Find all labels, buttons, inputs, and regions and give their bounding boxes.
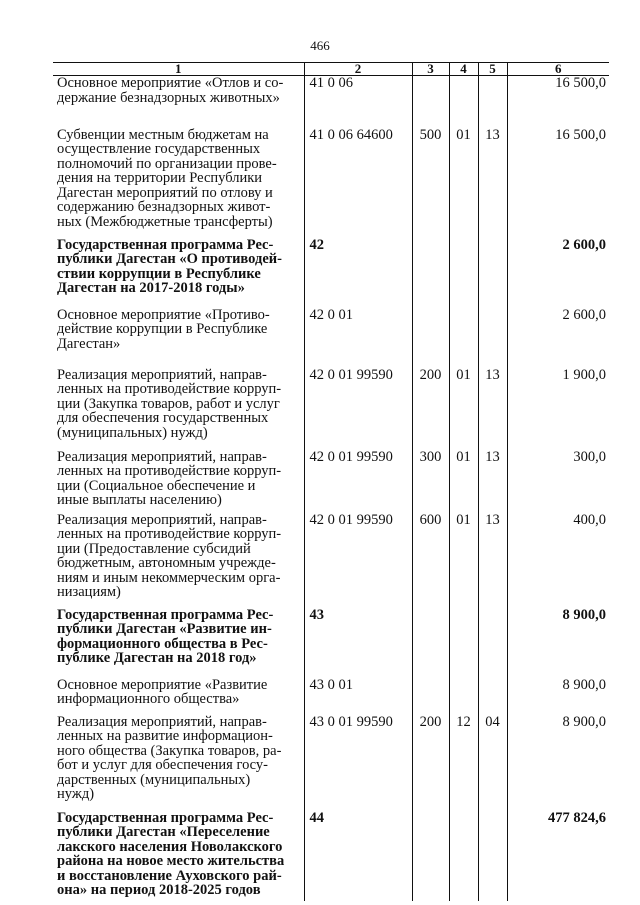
description-line: ных (Межбюджетные трансферты) xyxy=(57,214,273,231)
table-row xyxy=(53,308,609,368)
expense-type-cell: 600 xyxy=(412,513,449,608)
program-code-cell: 41 0 06 64600 xyxy=(304,128,412,238)
program-code-cell: 43 xyxy=(304,608,412,678)
description-line: района на новое место жительства xyxy=(57,853,285,870)
program-code-cell: 44 xyxy=(304,811,412,901)
expense-type-cell: 200 xyxy=(412,368,449,450)
section-cell xyxy=(449,678,478,715)
description-line: Реализация мероприятий, направ- xyxy=(57,511,267,528)
section-cell: 01 xyxy=(449,368,478,450)
expense-type-cell xyxy=(412,678,449,715)
amount-cell: 8 900,0 xyxy=(507,678,609,715)
amount-cell: 8 900,0 xyxy=(507,715,609,811)
description-line: Реализация мероприятий, направ- xyxy=(57,366,267,383)
program-code-cell: 42 0 01 99590 xyxy=(304,368,412,450)
description-line: держание безнадзорных животных» xyxy=(57,89,280,106)
description-line: полномочий по организации прове- xyxy=(57,155,277,172)
description-line: лакского населения Новолакского xyxy=(57,838,283,855)
program-code-cell: 42 0 01 99590 xyxy=(304,450,412,513)
section-cell: 01 xyxy=(449,128,478,238)
amount-cell: 300,0 xyxy=(507,450,609,513)
description-line: формационного общества в Рес- xyxy=(57,635,268,652)
description-line: Дагестан на 2017-2018 годы» xyxy=(57,280,245,297)
section-cell: 12 xyxy=(449,715,478,811)
amount-cell: 8 900,0 xyxy=(507,608,609,678)
expense-type-cell xyxy=(412,811,449,901)
section-cell xyxy=(449,811,478,901)
row-description xyxy=(53,450,304,513)
subsection-cell xyxy=(478,608,507,678)
description-line: ленных на противодействие корруп- xyxy=(57,463,282,480)
row-description xyxy=(53,608,304,678)
description-line: она» на период 2018-2025 годов xyxy=(57,882,261,899)
description-line: низациям) xyxy=(57,584,121,601)
description-line: ного общества (Закупка товаров, ра- xyxy=(57,742,282,759)
amount-cell: 477 824,6 xyxy=(507,811,609,901)
subsection-cell xyxy=(478,76,507,128)
description-line: (муниципальных) нужд) xyxy=(57,424,208,441)
expense-type-cell xyxy=(412,238,449,308)
description-line: и восстановление Ауховского рай- xyxy=(57,867,282,884)
description-line: дения на территории Республики xyxy=(57,170,263,187)
description-line: Государственная программа Рес- xyxy=(57,606,274,623)
table-row xyxy=(53,238,609,308)
description-line: информационного общества» xyxy=(57,691,240,708)
program-code-cell: 42 xyxy=(304,238,412,308)
row-description xyxy=(53,678,304,715)
subsection-cell xyxy=(478,811,507,901)
row-description xyxy=(53,715,304,811)
row-description xyxy=(53,238,304,308)
column-header-6: 6 xyxy=(507,63,609,76)
description-line: публики Дагестан «Переселение xyxy=(57,824,270,841)
section-cell xyxy=(449,608,478,678)
description-line: ствии коррупции в Республике xyxy=(57,265,261,282)
description-line: содержанию безнадзорных живот- xyxy=(57,199,271,216)
column-header-2: 2 xyxy=(304,63,412,76)
description-line: ции (Предоставление субсидий xyxy=(57,540,251,557)
description-line: для обеспечения государственных xyxy=(57,410,269,427)
amount-cell: 400,0 xyxy=(507,513,609,608)
row-description xyxy=(53,76,304,128)
section-cell xyxy=(449,76,478,128)
description-line: ниям и иным некоммерческим орга- xyxy=(57,569,281,586)
row-description xyxy=(53,308,304,368)
amount-cell: 16 500,0 xyxy=(507,128,609,238)
description-line: Дагестан мероприятий по отлову и xyxy=(57,184,273,201)
expense-type-cell xyxy=(412,308,449,368)
expense-type-cell: 300 xyxy=(412,450,449,513)
subsection-cell: 13 xyxy=(478,513,507,608)
amount-cell: 2 600,0 xyxy=(507,308,609,368)
section-cell xyxy=(449,238,478,308)
description-line: ленных на развитие информацион- xyxy=(57,728,273,745)
description-line: ленных на противодействие корруп- xyxy=(57,526,282,543)
subsection-cell: 13 xyxy=(478,450,507,513)
description-line: Государственная программа Рес- xyxy=(57,236,274,253)
table-row xyxy=(53,715,609,811)
description-line: бюджетным, автономным учрежде- xyxy=(57,555,276,572)
amount-cell: 16 500,0 xyxy=(507,76,609,128)
table-row xyxy=(53,76,609,128)
description-line: Государственная программа Рес- xyxy=(57,809,274,826)
subsection-cell: 13 xyxy=(478,368,507,450)
row-description xyxy=(53,368,304,450)
program-code-cell: 41 0 06 xyxy=(304,76,412,128)
program-code-cell: 42 0 01 99590 xyxy=(304,513,412,608)
description-line: Дагестан» xyxy=(57,335,121,352)
description-line: Основное мероприятие «Развитие xyxy=(57,676,268,693)
row-description xyxy=(53,513,304,608)
row-description xyxy=(53,811,304,901)
description-line: бот и услуг для обеспечения госу- xyxy=(57,757,269,774)
description-line: публики Дагестан «Развитие ин- xyxy=(57,621,272,638)
table-row xyxy=(53,368,609,450)
amount-cell: 1 900,0 xyxy=(507,368,609,450)
budget-table xyxy=(53,62,609,901)
page-number: 466 xyxy=(310,38,330,53)
table-body xyxy=(53,76,609,901)
section-cell: 01 xyxy=(449,450,478,513)
description-line: Реализация мероприятий, направ- xyxy=(57,448,267,465)
table-row xyxy=(53,811,609,901)
table-row xyxy=(53,608,609,678)
expense-type-cell: 200 xyxy=(412,715,449,811)
subsection-cell xyxy=(478,678,507,715)
row-description xyxy=(53,128,304,238)
description-line: Субвенции местным бюджетам на xyxy=(57,126,269,143)
table-row xyxy=(53,513,609,608)
description-line: ции (Социальное обеспечение и xyxy=(57,477,256,494)
description-line: Реализация мероприятий, направ- xyxy=(57,713,267,730)
subsection-cell xyxy=(478,238,507,308)
description-line: дарственных (муниципальных) xyxy=(57,771,251,788)
expense-type-cell xyxy=(412,608,449,678)
subsection-cell: 04 xyxy=(478,715,507,811)
program-code-cell: 43 0 01 xyxy=(304,678,412,715)
description-line: осуществление государственных xyxy=(57,141,261,158)
section-cell: 01 xyxy=(449,513,478,608)
table-row xyxy=(53,450,609,513)
description-line: публики Дагестан «О противодей- xyxy=(57,251,282,268)
section-cell xyxy=(449,308,478,368)
description-line: иные выплаты населению) xyxy=(57,492,222,509)
table-row xyxy=(53,678,609,715)
column-header-4: 4 xyxy=(449,63,478,76)
column-header-3: 3 xyxy=(412,63,449,76)
description-line: Основное мероприятие «Отлов и со- xyxy=(57,75,284,91)
description-line: публике Дагестан на 2018 год» xyxy=(57,650,257,667)
expense-type-cell: 500 xyxy=(412,128,449,238)
column-header-1: 1 xyxy=(53,63,304,76)
description-line: нужд) xyxy=(57,786,95,803)
description-line: ции (Закупка товаров, работ и услуг xyxy=(57,395,280,412)
amount-cell: 2 600,0 xyxy=(507,238,609,308)
table-header-row xyxy=(53,63,609,76)
table-row xyxy=(53,128,609,238)
description-line: ленных на противодействие корруп- xyxy=(57,381,282,398)
subsection-cell: 13 xyxy=(478,128,507,238)
description-line: Основное мероприятие «Противо- xyxy=(57,306,270,323)
column-header-5: 5 xyxy=(478,63,507,76)
program-code-cell: 43 0 01 99590 xyxy=(304,715,412,811)
expense-type-cell xyxy=(412,76,449,128)
description-line: действие коррупции в Республике xyxy=(57,321,268,338)
subsection-cell xyxy=(478,308,507,368)
program-code-cell: 42 0 01 xyxy=(304,308,412,368)
